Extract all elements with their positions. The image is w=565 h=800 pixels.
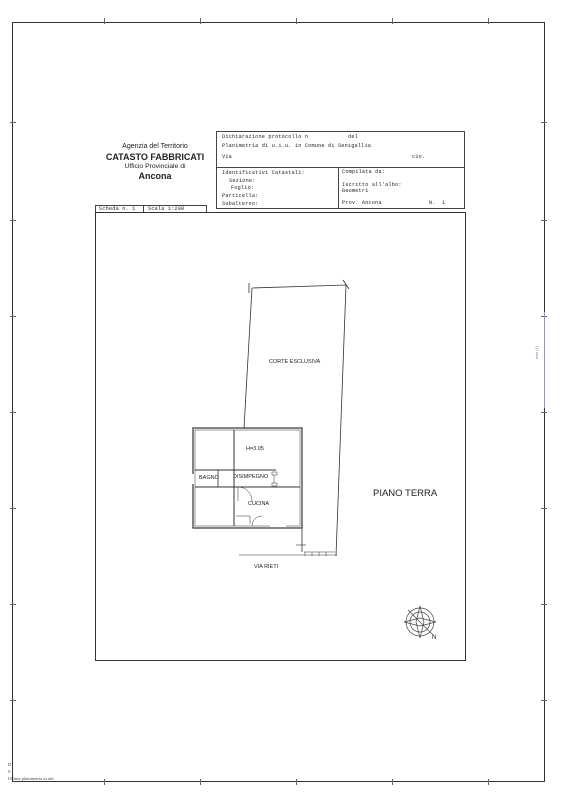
- corte-label: CORTE ESCLUSIVA: [269, 359, 321, 365]
- agency-city: Ancona: [138, 171, 172, 181]
- sezione-label: Sezione:: [229, 178, 256, 184]
- agency-department: CATASTO FABBRICATI: [105, 152, 205, 162]
- margin-note: mm (1): [533, 346, 539, 359]
- cucina-label: CUCINA: [248, 501, 270, 507]
- height-label: H=3.05: [246, 446, 264, 452]
- footer-note: Ultima planimetria in atti: [8, 776, 54, 781]
- scheda-label: Scheda n. 1: [99, 206, 136, 212]
- agency-office: Ufficio Provinciale di: [124, 163, 186, 170]
- courtyard-outline: [244, 285, 346, 556]
- scala-label: Scala 1:200: [148, 206, 185, 212]
- footer-marks: S: [8, 769, 11, 774]
- sheet-number-label: N.: [429, 200, 436, 206]
- north-arrow-icon: [404, 606, 436, 638]
- geometri-label: Geometri: [342, 188, 369, 194]
- agency-name: Agenzia del Territorio: [122, 143, 188, 150]
- north-label: N: [432, 635, 437, 641]
- subalterno-label: Subalterno:: [222, 201, 259, 207]
- provincia-label: Prov. Ancona: [342, 200, 382, 206]
- del-label: del: [348, 134, 358, 140]
- compilata-label: Compilata da:: [342, 169, 386, 175]
- foglio-label: Foglio:: [231, 185, 255, 191]
- via-rieti-label: VIA RIETI: [254, 564, 279, 570]
- dichiarazione-label: Dichiarazione protocollo n: [222, 134, 309, 140]
- iscritto-label: Iscritto all'albo:: [342, 182, 402, 188]
- civ-label: civ.: [412, 154, 426, 160]
- footer-marks: D: [8, 762, 12, 767]
- via-label: Via: [222, 154, 232, 160]
- disimpegno-label: DISIMPEGNO: [233, 474, 269, 480]
- planimetria-label: Planimetria di u.i.u. in Comune di Senigallia: [222, 143, 372, 149]
- piano-terra-label: PIANO TERRA: [373, 488, 438, 499]
- sheet-number-value: 1: [442, 200, 446, 206]
- identificativi-label: Identificativi Catastali:: [222, 170, 305, 176]
- particella-label: Particella:: [222, 193, 259, 199]
- bagno-label: BAGNO: [199, 475, 219, 481]
